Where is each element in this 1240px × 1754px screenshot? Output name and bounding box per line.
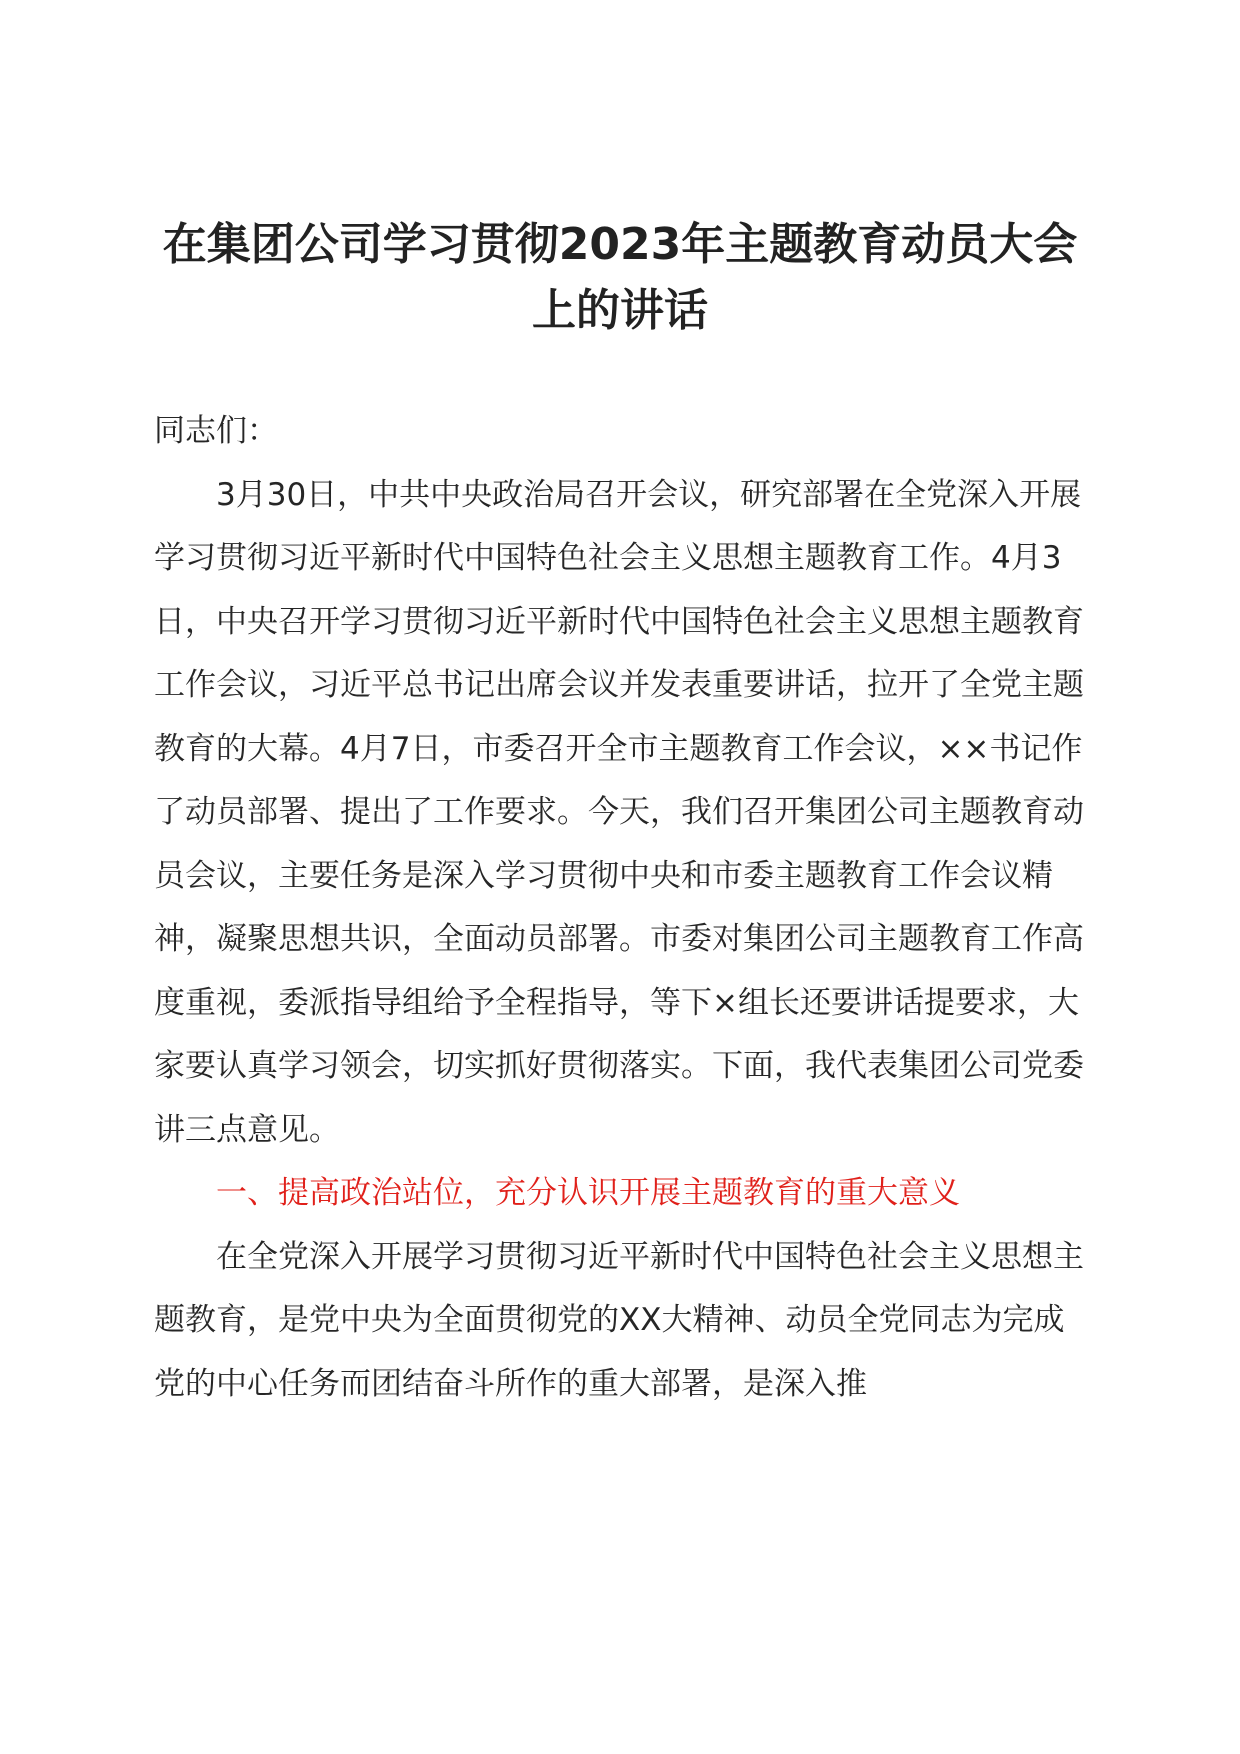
salutation: 同志们： — [154, 413, 278, 449]
paragraph-opening: 3月30日，中共中央政治局召开会议，研究部署在全党深入开展学习贯彻习近平新时代中国特色社会主义思想主题教育工作。4月3日，中央召开学习贯彻习近平新时代中国特色社会主义思想主题教育工作会议，习近平总书记出席会议并发表重要讲话，拉开了全党主题教育的大幕。4月7日，市委召开全市主题教育工作会议，××书记作了动员部署、提出了工作要求。今天，我们召开集团公司主题教育动员会议，主要任务是深入学习贯彻中央和市委主题教育工作会议精神，凝聚思想共识，全面动员部署。市委对集团公司主题教育工作高度重视，委派指导组给予全程指导，等下×组长还要讲话提要求，大家要认真学习领会，切实抓好贯彻落实。下面，我代表集团公司党委讲三点意见。 — [154, 476, 1084, 1148]
document-body — [154, 400, 1094, 1416]
paragraph-section-1: 在全党深入开展学习贯彻习近平新时代中国特色社会主义思想主题教育，是党中央为全面贯彻党的XX大精神、动员全党同志为完成党的中心任务而团结奋斗所作的重大部署，是深入推 — [154, 1238, 1084, 1402]
document-title: 在集团公司学习贯彻2023年主题教育动员大会上的讲话 — [162, 219, 1078, 336]
section-heading-1: 一、提高政治站位，充分认识开展主题教育的重大意义 — [216, 1175, 960, 1211]
